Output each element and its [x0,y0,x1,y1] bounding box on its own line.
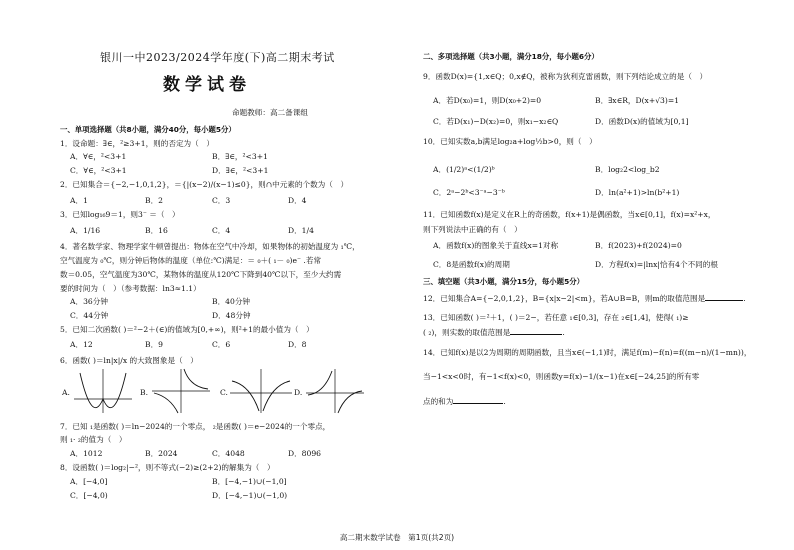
question-10: 10．已知实数a,b满足log₂a+log½b>0，则（ ） [423,137,597,146]
q9-option-b: B．∃x∈R，D(x+√3)=1 [595,96,680,105]
question-6: 6．函数( )＝ln|x|/x 的大致图象是（ ） [60,356,198,365]
graph-a-icon [72,367,134,415]
q2-option-a: A．1 [70,196,88,205]
section-1-heading: 一、单项选择题（共8小题，满分40分，每小题5分） [60,125,236,134]
question-7-line-1: 7．已知 ₁是函数( )＝ln−2024的一个零点， ₂是函数( )＝e−2024的一个零点， [60,422,331,431]
q11-option-d: D．方程f(x)=|lnx|恰有4个不同的根 [595,260,718,269]
section-3-heading: 三、填空题（共3小题，满分15分，每小题5分） [423,277,584,286]
q9-option-a: A．若D(x₀)=1，则D(x₀+2)=0 [433,96,542,105]
q2-option-d: D．4 [288,196,307,205]
q2-option-b: B．2 [145,196,164,205]
question-13-line-2: ( ₂)，则实数的取值范围是 . [423,328,565,337]
graph-c-icon [228,367,294,415]
q5-option-c: C．6 [212,340,231,349]
question-4-line-3: 数＝0.05，空气温度为30℃，某物体的温度从120℃下降到40℃以下，至少大约需 [60,270,342,279]
question-12-text: 12．已知集合A={−2,0,1,2}，B={x|x−2|<m}，若A∪B=B，则m的取值范围是 [423,294,706,303]
question-14-line-3: 点的和为 . [423,397,506,406]
q10-option-d: D．ln(a²+1)>ln(b²+1) [595,188,680,197]
question-11-line-2: 则下列说法中正确的有（ ） [423,225,522,234]
q4-option-a: A．36分钟 [70,297,108,306]
q1-option-b: B．∃∈，²<3+1 [212,152,268,161]
q1-option-c: C．∀∈，²<3+1 [70,166,127,175]
q10-option-c: C．2ᵃ−2ᵇ<3⁻ᵃ−3⁻ᵇ [433,188,505,197]
q4-option-b: B．40分钟 [212,297,251,306]
question-2: 2．已知集合＝{−2,−1,0,1,2}，＝{|(x−2)/(x−1)≤0}，则∩中元素的个数为（ ） [60,180,349,189]
q1-option-d: D．∃∈，²<3+1 [212,166,269,175]
q8-option-d: D．[−4,−1)∪(−1,0) [212,491,288,500]
q3-option-d: D．1/4 [288,226,314,235]
question-14-line-2: 当−1<x<0时，有−1<f(x)<0，则函数y=f(x)−1/(x−1)在x∈[−24,25]的所有零 [423,372,700,381]
q5-option-a: A．12 [70,340,93,349]
q3-option-a: A．1/16 [70,226,101,235]
question-14-text: 点的和为 [423,397,454,406]
q7-option-c: C．4048 [212,449,245,458]
q14-answer-blank[interactable] [453,396,503,404]
question-1: 1．设命题：∃∈，²≥3+1，则的否定为（ ） [60,139,214,148]
q13-answer-blank[interactable] [510,327,562,335]
graph-d-icon [304,367,366,415]
question-5: 5．已知二次函数( )＝²−2＋(∈)的值域为[0,+∞)，则²+1的最小值为（ ） [60,325,314,334]
question-14-line-1: 14．已知f(x)是以2为周期的周期函数，且当x∈(−1,1)时，满足f(m)−f(n)=f((m−n)/(1−mn))， [423,348,752,357]
q3-option-c: C．4 [212,226,231,235]
q6-option-a: A. [62,388,70,397]
question-13-line-1: 13．已知函数( )＝²＋1，( )＝2−，若任意 ₁∈[0,3]，存在 ₂∈[1,4]，使得( ₁)≥ [423,313,689,322]
teacher-line: 命题教师：高二备课组 [232,108,308,117]
q7-option-a: A．1012 [70,449,103,458]
q9-option-d: D．函数D(x)的值域为[0,1] [595,117,689,126]
question-3: 3．已知log₁₆9＝1，则3⁻ ＝（ ） [60,210,180,219]
q7-option-b: B．2024 [145,449,178,458]
q9-option-c: C．若D(x₁)−D(x₂)=0，则x₁−x₂∈Q [433,117,559,126]
q6-option-b: B. [140,388,148,397]
question-4-line-4: 要的时间为（ ）（参考数据：ln3≈1.1） [60,284,201,293]
q3-option-b: B．16 [145,226,168,235]
question-11-line-1: 11．已知函数f(x)是定义在R上的奇函数，f(x+1)是偶函数，当x∈[0,1]，f(x)=x²+x， [423,210,716,219]
q12-answer-blank[interactable] [705,293,743,301]
q6-option-c: C. [220,388,228,397]
q10-option-a: A．(1/2)ᵃ<(1/2)ᵇ [433,165,495,174]
q8-option-c: C．[−4,0) [70,491,108,500]
question-7-line-2: 则 ₁· ₂的值为（ ） [60,435,127,444]
question-12: 12．已知集合A={−2,0,1,2}，B={x|x−2|<m}，若A∪B=B，则m的取值范围是 . [423,294,746,303]
page-footer: 高二期末数学试卷 第1页(共2页) [339,533,455,542]
q7-option-d: D．8096 [288,449,322,458]
question-4-line-1: 4．著名数学家、物理学家牛顿曾提出：物体在空气中冷却，如果物体的初始温度为 ₁℃， [60,242,360,251]
question-13-text: ( ₂)，则实数的取值范围是 [423,328,511,337]
q4-option-c: C．44分钟 [70,311,109,320]
q6-option-d: D. [294,388,303,397]
q11-option-c: C．8是函数f(x)的周期 [433,260,510,269]
graph-b-icon [150,367,212,415]
q1-option-a: A．∀∈，²<3+1 [70,152,127,161]
q5-option-d: D．8 [288,340,307,349]
q10-option-b: B．log₂2<log_b2 [595,165,660,174]
question-8: 8．设函数( )＝log₂|−²，则不等式(−2)≥(2+2)的解集为（ ） [60,463,275,472]
q4-option-d: D．48分钟 [212,311,251,320]
q5-option-b: B．9 [145,340,164,349]
q11-option-a: A．函数f(x)的图象关于直线x=1对称 [433,241,559,250]
exam-title-main: 数学试卷 [163,75,251,95]
exam-title-line: 银川一中2023/2024学年度(下)高二期末考试 [100,51,335,64]
question-4-line-2: 空气温度为 ₀℃，则分钟后物体的温度（单位:℃)满足：＝ ₀＋( ₁－ ₀)e⁻ .若常 [60,256,322,265]
q8-option-b: B．[−4,−1)∪(−1,0] [212,477,287,486]
q2-option-c: C．3 [212,196,231,205]
q8-option-a: A．[−4,0] [70,477,108,486]
section-2-heading: 二、多项选择题（共3小题，满分18分，每小题6分） [423,52,599,61]
q11-option-b: B．f(2023)+f(2024)=0 [595,241,682,250]
question-9: 9．函数D(x)={1,x∈Q；0,x∉Q，被称为狄利克雷函数，则下列结论成立的是（ ） [423,72,708,81]
